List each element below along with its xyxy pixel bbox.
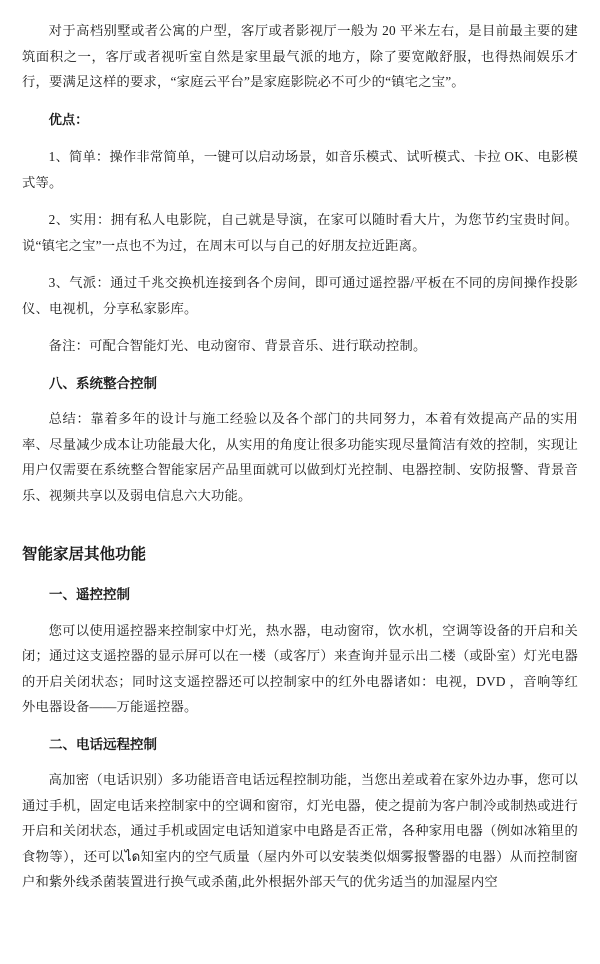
section-spacer [22,520,578,526]
feature-one-body: 您可以使用遥控器来控制家中灯光，热水器，电动窗帘，饮水机，空调等设备的开启和关闭；通过这支遥控器的显示屏可以在一楼（或客厅）来查询并显示出二楼（或卧室）灯光电器的开启关闭状态；同时这支遥控器还可以控制家中的红外电器诸如：电视，DVD ，音响等红外电器设备——万能遥控器。 [22,622,578,714]
feature-two-body: 高加密（电话识别）多功能语音电话远程控制功能，当您出差或着在家外边办事，您可以通过手机，固定电话来控制家中的空调和窗帘，灯光电器，使之提前为客户制冷或制热或进行开启和关闭状态，通过手机或固定电话知道家中电路是否正常，各种家用电器（例如冰箱里的食物等），还可以ได知室内的空气质量（屋内外可以安装类似烟雾报警器的电器）从而控制窗户和紫外线杀菌装置进行换气或杀菌,此外根据外部天气的优劣适当的加湿屋内空 [22,772,578,889]
intro-paragraph: 对于高档别墅或者公寓的户型，客厅或者影视厅一般为 20 平米左右，是目前最主要的建筑面积之一，客厅或者视听室自然是家里最气派的地方，除了要宽敞舒服，也得热闹娱乐才行，要满足这样的要求，“家庭云平台”是家庭影院必不可少的“镇宅之宝”。 [22,23,578,89]
remark-paragraph: 备注：可配合智能灯光、电动窗帘、背景音乐、进行联动控制。 [48,338,427,353]
other-features-title: 智能家居其他功能 [22,546,147,563]
feature-one-title: 一、遥控控制 [49,587,130,602]
feature-two-title: 二、电话远程控制 [49,736,157,752]
section-eight-title: 八、系统整合控制 [49,375,157,391]
advantage-item-3: 3、气派：通过千兆交换机连接到各个房间，即可通过遥控器/平板在不同的房间操作投影仪、电视机，分享私家影库。 [22,275,578,316]
advantages-heading: 优点： [48,111,89,127]
summary-paragraph: 总结：靠着多年的设计与施工经验以及各个部门的共同努力，本着有效提高产品的实用率、尽量减少成本让功能最大化，从实用的角度让很多功能实现尽量简洁有效的控制，实现让用户仅需要在系统整合智能家居产品里面就可以做到灯光控制、电器控制、安防报警、背景音乐、视频共享以及弱电信息六大功能。 [22,411,578,503]
advantage-item-2: 2、实用：拥有私人电影院，自己就是导演，在家可以随时看大片，为您节约宝贵时间。说“镇宅之宝”一点也不为过，在周末可以与自己的好朋友拉近距离。 [22,212,578,253]
advantage-item-1: 1、简单：操作非常简单，一键可以启动场景，如音乐模式、试听模式、卡拉 OK、电影模式等。 [22,149,578,190]
